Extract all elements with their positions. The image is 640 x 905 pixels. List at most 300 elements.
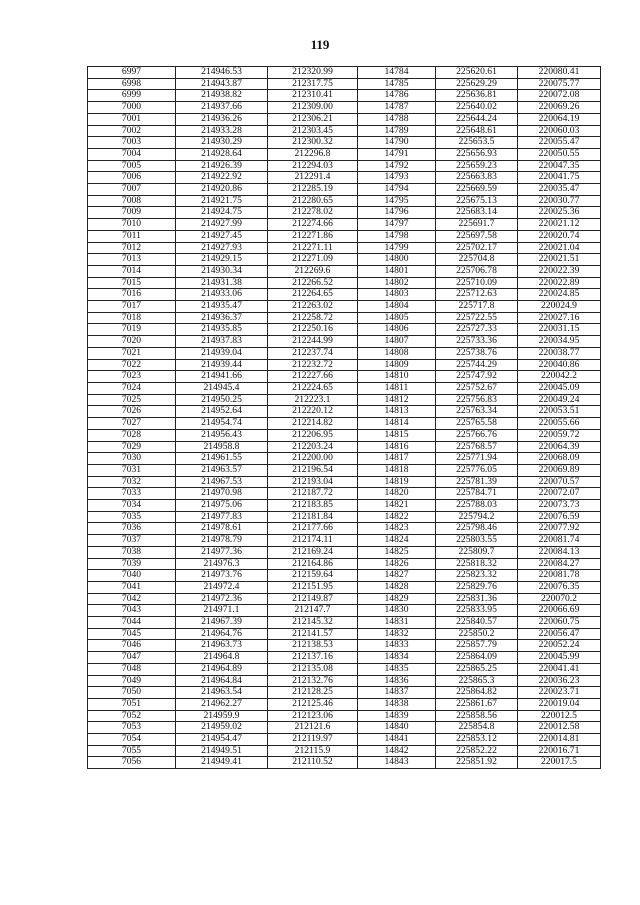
point-number-left: 7032 [88, 476, 176, 488]
point-number-right: 14821 [358, 500, 436, 512]
point-number-left: 7017 [88, 301, 176, 313]
y-coordinate-right: 220075.77 [518, 78, 601, 90]
point-number-left: 7053 [88, 722, 176, 734]
y-coordinate-left: 212264.65 [268, 289, 358, 301]
point-number-right: 14834 [358, 652, 436, 664]
table-row [88, 254, 601, 266]
table-row [88, 652, 601, 664]
y-coordinate-right: 220041.75 [518, 172, 601, 184]
y-coordinate-right: 220070.2 [518, 593, 601, 605]
table-row [88, 207, 601, 219]
y-coordinate-right: 220021.04 [518, 242, 601, 254]
x-coordinate-left: 214943.87 [176, 78, 268, 90]
x-coordinate-left: 214924.75 [176, 207, 268, 219]
y-coordinate-right: 220053.51 [518, 406, 601, 418]
point-number-right: 14800 [358, 254, 436, 266]
y-coordinate-left: 212258.72 [268, 312, 358, 324]
point-number-left: 7055 [88, 745, 176, 757]
point-number-right: 14836 [358, 675, 436, 687]
y-coordinate-left: 212250.16 [268, 324, 358, 336]
point-number-right: 14817 [358, 453, 436, 465]
table-row [88, 535, 601, 547]
x-coordinate-right: 225829.76 [436, 581, 518, 593]
y-coordinate-left: 212174.11 [268, 535, 358, 547]
point-number-right: 14798 [358, 230, 436, 242]
point-number-left: 7022 [88, 359, 176, 371]
x-coordinate-right: 225818.32 [436, 558, 518, 570]
x-coordinate-left: 214935.47 [176, 301, 268, 313]
x-coordinate-left: 214956.43 [176, 429, 268, 441]
point-number-left: 7045 [88, 628, 176, 640]
point-number-right: 14827 [358, 570, 436, 582]
x-coordinate-right: 225833.95 [436, 605, 518, 617]
x-coordinate-right: 225640.02 [436, 102, 518, 114]
x-coordinate-right: 225809.7 [436, 546, 518, 558]
point-number-right: 14793 [358, 172, 436, 184]
x-coordinate-left: 214941.66 [176, 371, 268, 383]
table-row [88, 394, 601, 406]
y-coordinate-left: 212164.86 [268, 558, 358, 570]
y-coordinate-right: 220020.74 [518, 230, 601, 242]
table-row [88, 687, 601, 699]
table-row [88, 429, 601, 441]
y-coordinate-left: 212224.65 [268, 382, 358, 394]
point-number-right: 14832 [358, 628, 436, 640]
x-coordinate-right: 225771.94 [436, 453, 518, 465]
y-coordinate-right: 220042.2 [518, 371, 601, 383]
table-row [88, 453, 601, 465]
y-coordinate-left: 212121.6 [268, 722, 358, 734]
point-number-left: 7003 [88, 137, 176, 149]
x-coordinate-right: 225784.71 [436, 488, 518, 500]
y-coordinate-left: 212169.24 [268, 546, 358, 558]
y-coordinate-right: 220052.24 [518, 640, 601, 652]
x-coordinate-left: 214920.86 [176, 184, 268, 196]
x-coordinate-left: 214929.15 [176, 254, 268, 266]
y-coordinate-right: 220080.41 [518, 67, 601, 79]
point-number-right: 14842 [358, 745, 436, 757]
table-row [88, 277, 601, 289]
x-coordinate-left: 214949.41 [176, 757, 268, 769]
y-coordinate-left: 212214.82 [268, 418, 358, 430]
x-coordinate-right: 225851.92 [436, 757, 518, 769]
point-number-right: 14831 [358, 617, 436, 629]
x-coordinate-right: 225722.55 [436, 312, 518, 324]
point-number-right: 14788 [358, 113, 436, 125]
point-number-right: 14824 [358, 535, 436, 547]
y-coordinate-left: 212145.32 [268, 617, 358, 629]
y-coordinate-right: 220040.86 [518, 359, 601, 371]
x-coordinate-right: 225636.81 [436, 90, 518, 102]
point-number-right: 14828 [358, 581, 436, 593]
y-coordinate-left: 212203.24 [268, 441, 358, 453]
y-coordinate-left: 212181.84 [268, 511, 358, 523]
x-coordinate-right: 225823.32 [436, 570, 518, 582]
y-coordinate-left: 212159.64 [268, 570, 358, 582]
y-coordinate-left: 212193.04 [268, 476, 358, 488]
x-coordinate-left: 214921.75 [176, 195, 268, 207]
y-coordinate-right: 220059.72 [518, 429, 601, 441]
table-row [88, 195, 601, 207]
table-row [88, 230, 601, 242]
y-coordinate-right: 220034.95 [518, 336, 601, 348]
table-row [88, 359, 601, 371]
point-number-left: 7011 [88, 230, 176, 242]
x-coordinate-left: 214963.54 [176, 687, 268, 699]
point-number-right: 14797 [358, 219, 436, 231]
table-row [88, 184, 601, 196]
point-number-right: 14790 [358, 137, 436, 149]
x-coordinate-left: 214964.89 [176, 663, 268, 675]
point-number-right: 14805 [358, 312, 436, 324]
table-row [88, 488, 601, 500]
point-number-right: 14825 [358, 546, 436, 558]
point-number-left: 7006 [88, 172, 176, 184]
table-row [88, 102, 601, 114]
table-row [88, 125, 601, 137]
point-number-left: 7031 [88, 464, 176, 476]
x-coordinate-right: 225733.36 [436, 336, 518, 348]
x-coordinate-left: 214959.02 [176, 722, 268, 734]
y-coordinate-left: 212115.9 [268, 745, 358, 757]
point-number-right: 14803 [358, 289, 436, 301]
point-number-right: 14796 [358, 207, 436, 219]
table-row [88, 219, 601, 231]
point-number-left: 7007 [88, 184, 176, 196]
point-number-left: 7040 [88, 570, 176, 582]
point-number-left: 6999 [88, 90, 176, 102]
x-coordinate-left: 214939.44 [176, 359, 268, 371]
y-coordinate-left: 212123.06 [268, 710, 358, 722]
y-coordinate-left: 212232.72 [268, 359, 358, 371]
point-number-left: 7016 [88, 289, 176, 301]
x-coordinate-right: 225788.03 [436, 500, 518, 512]
table-row [88, 617, 601, 629]
point-number-left: 7034 [88, 500, 176, 512]
x-coordinate-right: 225620.61 [436, 67, 518, 79]
y-coordinate-left: 212309.00 [268, 102, 358, 114]
x-coordinate-left: 214972.36 [176, 593, 268, 605]
y-coordinate-left: 212177.66 [268, 523, 358, 535]
point-number-right: 14807 [358, 336, 436, 348]
y-coordinate-right: 220064.19 [518, 113, 601, 125]
y-coordinate-left: 212274.66 [268, 219, 358, 231]
table-row [88, 160, 601, 172]
table-row [88, 336, 601, 348]
y-coordinate-right: 220049.24 [518, 394, 601, 406]
point-number-left: 7039 [88, 558, 176, 570]
x-coordinate-right: 225659.23 [436, 160, 518, 172]
point-number-left: 7019 [88, 324, 176, 336]
point-number-left: 7012 [88, 242, 176, 254]
x-coordinate-right: 225857.79 [436, 640, 518, 652]
point-number-right: 14822 [358, 511, 436, 523]
y-coordinate-right: 220081.74 [518, 535, 601, 547]
x-coordinate-left: 214930.29 [176, 137, 268, 149]
point-number-left: 7025 [88, 394, 176, 406]
point-number-right: 14802 [358, 277, 436, 289]
point-number-right: 14838 [358, 698, 436, 710]
x-coordinate-left: 214959.9 [176, 710, 268, 722]
x-coordinate-right: 225656.93 [436, 148, 518, 160]
x-coordinate-right: 225798.46 [436, 523, 518, 535]
x-coordinate-left: 214958.8 [176, 441, 268, 453]
point-number-right: 14789 [358, 125, 436, 137]
point-number-left: 7049 [88, 675, 176, 687]
y-coordinate-right: 220035.47 [518, 184, 601, 196]
point-number-left: 7024 [88, 382, 176, 394]
point-number-left: 7010 [88, 219, 176, 231]
point-number-left: 7004 [88, 148, 176, 160]
x-coordinate-right: 225865.25 [436, 663, 518, 675]
x-coordinate-left: 214928.64 [176, 148, 268, 160]
x-coordinate-left: 214939.04 [176, 347, 268, 359]
y-coordinate-right: 220069.89 [518, 464, 601, 476]
x-coordinate-left: 214973.76 [176, 570, 268, 582]
y-coordinate-right: 220045.09 [518, 382, 601, 394]
point-number-left: 6997 [88, 67, 176, 79]
x-coordinate-right: 225850.2 [436, 628, 518, 640]
point-number-left: 7038 [88, 546, 176, 558]
x-coordinate-right: 225653.5 [436, 137, 518, 149]
y-coordinate-left: 212110.52 [268, 757, 358, 769]
table-row [88, 663, 601, 675]
x-coordinate-left: 214930.34 [176, 265, 268, 277]
point-number-left: 7037 [88, 535, 176, 547]
y-coordinate-right: 220012.5 [518, 710, 601, 722]
point-number-right: 14839 [358, 710, 436, 722]
point-number-right: 14823 [358, 523, 436, 535]
x-coordinate-right: 225865.3 [436, 675, 518, 687]
x-coordinate-left: 214977.83 [176, 511, 268, 523]
point-number-left: 6998 [88, 78, 176, 90]
x-coordinate-right: 225747.92 [436, 371, 518, 383]
y-coordinate-right: 220045.99 [518, 652, 601, 664]
x-coordinate-right: 225864.82 [436, 687, 518, 699]
x-coordinate-right: 225717.8 [436, 301, 518, 313]
point-number-right: 14801 [358, 265, 436, 277]
y-coordinate-left: 212206.95 [268, 429, 358, 441]
y-coordinate-right: 220077.92 [518, 523, 601, 535]
x-coordinate-left: 214975.06 [176, 500, 268, 512]
x-coordinate-right: 225766.76 [436, 429, 518, 441]
y-coordinate-left: 212135.08 [268, 663, 358, 675]
y-coordinate-right: 220084.13 [518, 546, 601, 558]
x-coordinate-right: 225803.55 [436, 535, 518, 547]
point-number-right: 14810 [358, 371, 436, 383]
y-coordinate-left: 212149.87 [268, 593, 358, 605]
table-row [88, 67, 601, 79]
table-row [88, 371, 601, 383]
y-coordinate-right: 220064.39 [518, 441, 601, 453]
x-coordinate-right: 225629.29 [436, 78, 518, 90]
table-row [88, 605, 601, 617]
y-coordinate-right: 220021.12 [518, 219, 601, 231]
y-coordinate-right: 220024.9 [518, 301, 601, 313]
x-coordinate-right: 225710.09 [436, 277, 518, 289]
y-coordinate-left: 212138.53 [268, 640, 358, 652]
x-coordinate-right: 225756.83 [436, 394, 518, 406]
x-coordinate-left: 214945.4 [176, 382, 268, 394]
coordinates-table [87, 66, 601, 769]
y-coordinate-right: 220021.51 [518, 254, 601, 266]
x-coordinate-right: 225776.05 [436, 464, 518, 476]
y-coordinate-right: 220068.09 [518, 453, 601, 465]
y-coordinate-right: 220047.35 [518, 160, 601, 172]
table-row [88, 172, 601, 184]
x-coordinate-right: 225648.61 [436, 125, 518, 137]
y-coordinate-left: 212227.66 [268, 371, 358, 383]
x-coordinate-right: 225861.67 [436, 698, 518, 710]
x-coordinate-left: 214931.38 [176, 277, 268, 289]
point-number-left: 7014 [88, 265, 176, 277]
y-coordinate-left: 212200.00 [268, 453, 358, 465]
table-row [88, 382, 601, 394]
y-coordinate-right: 220066.69 [518, 605, 601, 617]
y-coordinate-left: 212263.02 [268, 301, 358, 313]
y-coordinate-right: 220023.71 [518, 687, 601, 699]
y-coordinate-left: 212223.1 [268, 394, 358, 406]
point-number-right: 14819 [358, 476, 436, 488]
y-coordinate-right: 220056.47 [518, 628, 601, 640]
y-coordinate-left: 212183.85 [268, 500, 358, 512]
point-number-right: 14833 [358, 640, 436, 652]
y-coordinate-right: 220072.08 [518, 90, 601, 102]
point-number-left: 7041 [88, 581, 176, 593]
point-number-left: 7052 [88, 710, 176, 722]
x-coordinate-left: 214936.26 [176, 113, 268, 125]
y-coordinate-right: 220050.55 [518, 148, 601, 160]
x-coordinate-left: 214971.1 [176, 605, 268, 617]
x-coordinate-right: 225712.63 [436, 289, 518, 301]
point-number-left: 7050 [88, 687, 176, 699]
y-coordinate-left: 212266.52 [268, 277, 358, 289]
y-coordinate-right: 220012.58 [518, 722, 601, 734]
x-coordinate-right: 225752.67 [436, 382, 518, 394]
table-row [88, 558, 601, 570]
point-number-right: 14787 [358, 102, 436, 114]
table-row [88, 301, 601, 313]
table-row [88, 476, 601, 488]
x-coordinate-left: 214927.99 [176, 219, 268, 231]
point-number-right: 14829 [358, 593, 436, 605]
point-number-left: 7035 [88, 511, 176, 523]
y-coordinate-left: 212128.25 [268, 687, 358, 699]
table-row [88, 242, 601, 254]
x-coordinate-right: 225858.56 [436, 710, 518, 722]
x-coordinate-left: 214967.39 [176, 617, 268, 629]
table-row [88, 722, 601, 734]
point-number-left: 7021 [88, 347, 176, 359]
y-coordinate-left: 212285.19 [268, 184, 358, 196]
point-number-left: 7056 [88, 757, 176, 769]
x-coordinate-left: 214927.93 [176, 242, 268, 254]
y-coordinate-left: 212119.97 [268, 734, 358, 746]
x-coordinate-right: 225853.12 [436, 734, 518, 746]
y-coordinate-right: 220024.85 [518, 289, 601, 301]
y-coordinate-left: 212151.95 [268, 581, 358, 593]
x-coordinate-right: 225744.29 [436, 359, 518, 371]
coordinates-table-body [88, 67, 601, 769]
point-number-left: 7026 [88, 406, 176, 418]
point-number-left: 7028 [88, 429, 176, 441]
x-coordinate-right: 225864.09 [436, 652, 518, 664]
x-coordinate-left: 214927.45 [176, 230, 268, 242]
x-coordinate-right: 225669.59 [436, 184, 518, 196]
x-coordinate-right: 225794.2 [436, 511, 518, 523]
y-coordinate-left: 212280.65 [268, 195, 358, 207]
point-number-right: 14784 [358, 67, 436, 79]
x-coordinate-left: 214933.06 [176, 289, 268, 301]
y-coordinate-right: 220081.78 [518, 570, 601, 582]
table-row [88, 464, 601, 476]
y-coordinate-right: 220076.35 [518, 581, 601, 593]
point-number-right: 14806 [358, 324, 436, 336]
y-coordinate-left: 212291.4 [268, 172, 358, 184]
table-row [88, 698, 601, 710]
x-coordinate-left: 214952.64 [176, 406, 268, 418]
table-row [88, 570, 601, 582]
point-number-left: 7033 [88, 488, 176, 500]
x-coordinate-left: 214970.98 [176, 488, 268, 500]
x-coordinate-left: 214972.4 [176, 581, 268, 593]
point-number-left: 7044 [88, 617, 176, 629]
y-coordinate-left: 212271.11 [268, 242, 358, 254]
point-number-right: 14818 [358, 464, 436, 476]
y-coordinate-right: 220060.75 [518, 617, 601, 629]
point-number-right: 14841 [358, 734, 436, 746]
x-coordinate-right: 225706.78 [436, 265, 518, 277]
y-coordinate-left: 212141.57 [268, 628, 358, 640]
y-coordinate-right: 220041.41 [518, 663, 601, 675]
table-row [88, 710, 601, 722]
x-coordinate-right: 225702.17 [436, 242, 518, 254]
table-row [88, 441, 601, 453]
y-coordinate-right: 220060.03 [518, 125, 601, 137]
point-number-left: 7018 [88, 312, 176, 324]
table-row [88, 312, 601, 324]
table-row [88, 289, 601, 301]
y-coordinate-right: 220022.39 [518, 265, 601, 277]
point-number-right: 14820 [358, 488, 436, 500]
table-row [88, 546, 601, 558]
point-number-right: 14837 [358, 687, 436, 699]
point-number-right: 14840 [358, 722, 436, 734]
y-coordinate-left: 212187.72 [268, 488, 358, 500]
point-number-right: 14813 [358, 406, 436, 418]
point-number-left: 7046 [88, 640, 176, 652]
point-number-right: 14843 [358, 757, 436, 769]
point-number-right: 14804 [358, 301, 436, 313]
table-row [88, 581, 601, 593]
point-number-left: 7008 [88, 195, 176, 207]
x-coordinate-left: 214946.53 [176, 67, 268, 79]
x-coordinate-right: 225675.13 [436, 195, 518, 207]
table-row [88, 78, 601, 90]
point-number-left: 7036 [88, 523, 176, 535]
x-coordinate-left: 214963.57 [176, 464, 268, 476]
table-row [88, 523, 601, 535]
x-coordinate-left: 214954.74 [176, 418, 268, 430]
y-coordinate-left: 212278.02 [268, 207, 358, 219]
point-number-left: 7051 [88, 698, 176, 710]
y-coordinate-right: 220031.15 [518, 324, 601, 336]
y-coordinate-right: 220072.07 [518, 488, 601, 500]
x-coordinate-left: 214949.51 [176, 745, 268, 757]
x-coordinate-left: 214938.82 [176, 90, 268, 102]
x-coordinate-left: 214964.8 [176, 652, 268, 664]
x-coordinate-left: 214937.66 [176, 102, 268, 114]
